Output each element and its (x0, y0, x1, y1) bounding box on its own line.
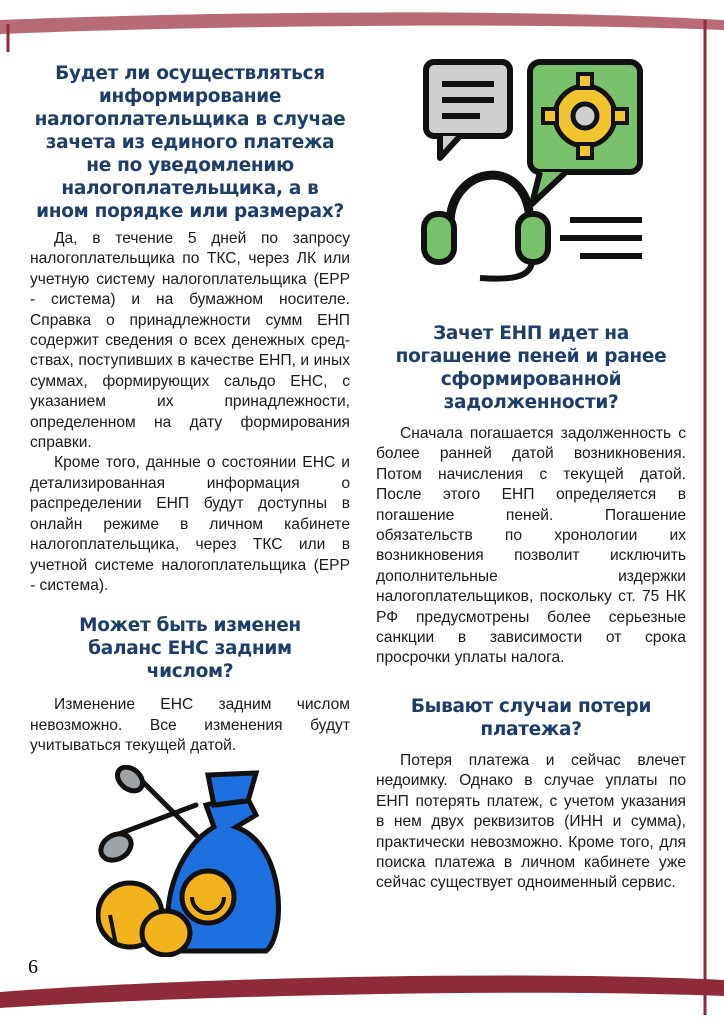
support-headset-chat-gear-icon (420, 54, 660, 289)
section-paragraph: Кроме того, данные о состоянии ЕНС и детализированная информация о распределении ЕНП будут доступны в онлайн режиме в личном кабинете налогоплательщика, через ТКС или в учетной системе налогоплательщика (ЕРР - система). (30, 454, 350, 594)
page-number: 6 (28, 956, 38, 978)
right-column (376, 322, 686, 894)
section-paragraph: Изменение ЕНС задним числом невозможно. Все изменения будут учитываться текущей датой. (30, 696, 350, 755)
money-bag-scissors-coins-icon (96, 765, 296, 962)
section-paragraph: Да, в течение 5 дней по запросу налогоплательщика по ТКС, через ЛК или учетную систему налогоплательщика (ЕРР - система) и на бумажном носителе. Справка о принадлежности сумм ЕНП содержит сведения о всех денежных средствах, поступивших в качестве ЕНП, и иных суммах, формирующих сальдо ЕНС, с указанием их принадлежности, определенном на дату формирования справки. (30, 230, 350, 452)
section-heading: Может быть изменен баланс ЕНС задним числом? (79, 615, 301, 683)
section-heading: Бывают случаи потери платежа? (410, 695, 652, 740)
section-paragraph: Потеря платежа и сейчас влечет недоимку. Однако в случае уплаты по ЕНП потерять платеж, с учетом указания в нем двух реквизитов (ИНН и сумма), практически невозможно. Кроме того, для поиска платежа в личном кабинете уже сейчас существует одноименный сервис. (376, 751, 686, 892)
top-decor-band (0, 0, 724, 52)
section-heading: Будет ли осуществляться информирование налогоплательщика в случае зачета из единого платежа не по уведомлению налогоплательщика, а в ином порядке или размерах? (34, 63, 346, 222)
section-heading: Зачет ЕНП идет на погашение пеней и ранее сформированной задолженности? (395, 323, 667, 413)
right-border (700, 20, 710, 1020)
bottom-decor-band (0, 960, 724, 1024)
section-paragraph: Сначала погашается задолженность с более ранней датой возникновения. Потом начисления с текущей датой. После этого ЕНП определяется в погашение пеней. Погашение обязательств по хронологии их возникновения позволит исключить дополнительные издержки налогоплательщиков, поскольку ст. 75 НК РФ предусмотрены более серьезные санкции в зависимости от срока просрочки уплаты налога. (376, 425, 686, 667)
left-column (30, 62, 350, 757)
